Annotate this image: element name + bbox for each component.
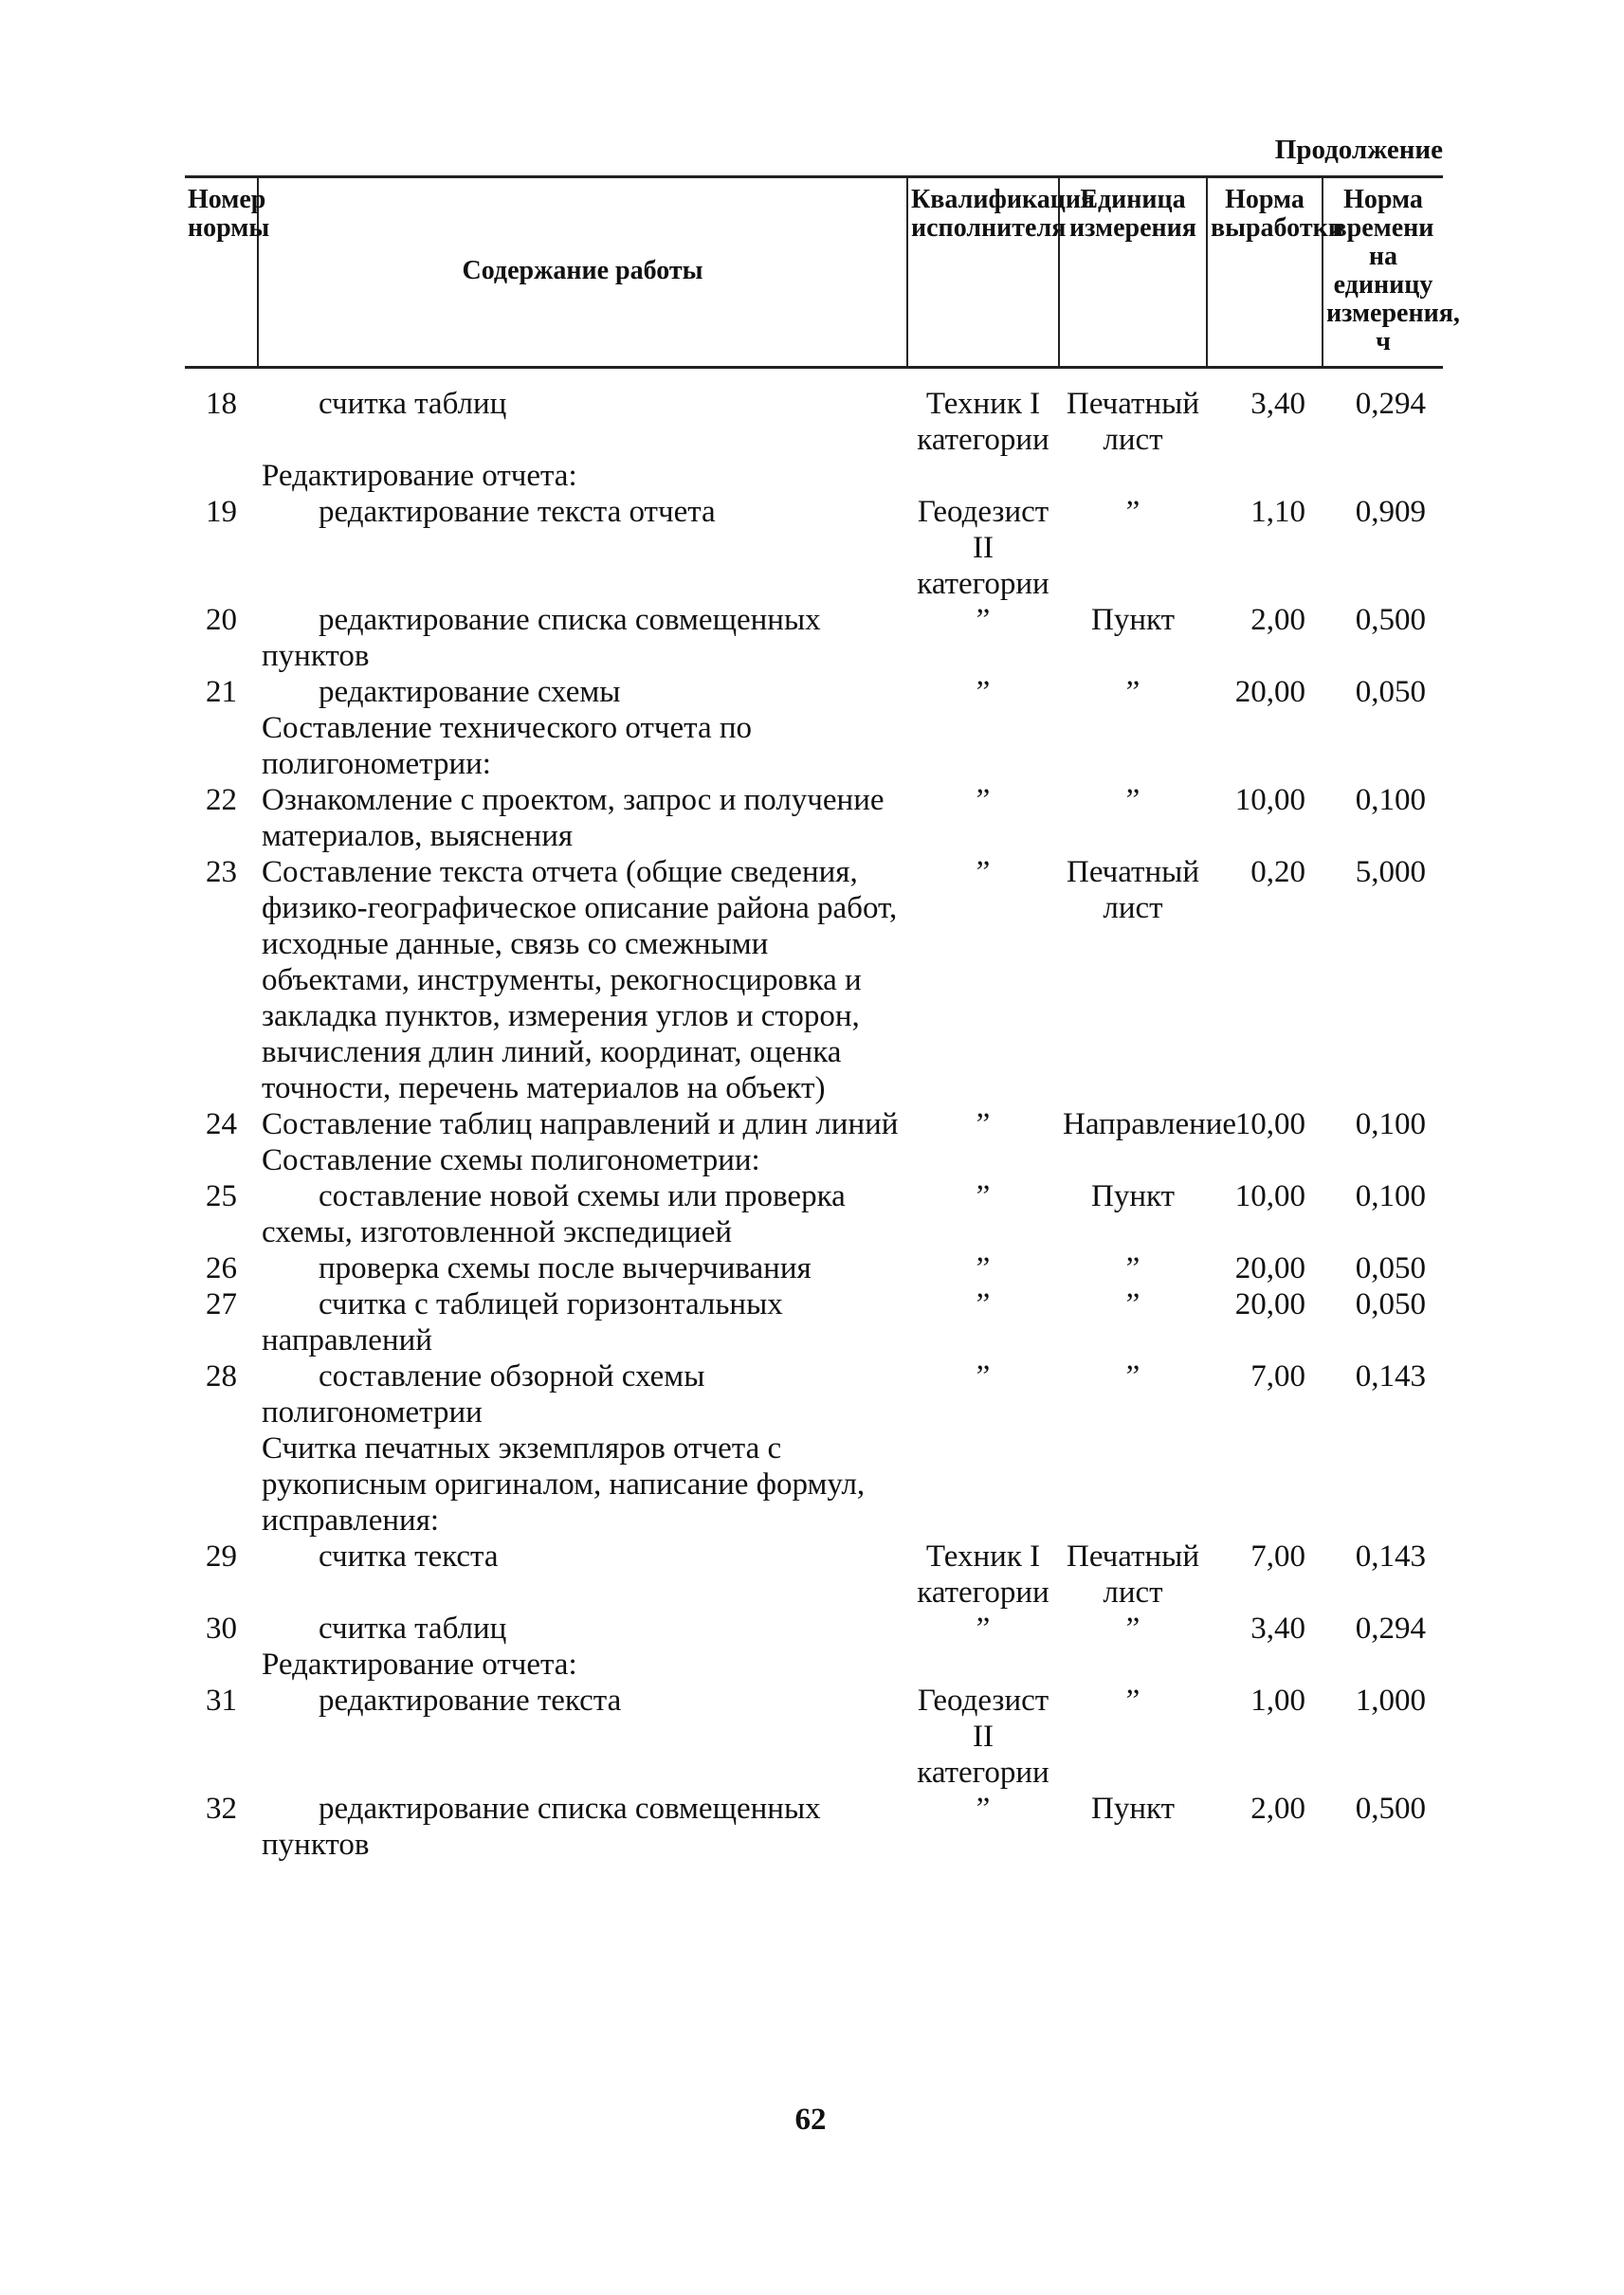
section-heading-row [185,1647,1443,1683]
norm-number: 32 [206,1792,237,1826]
norm-number: 21 [206,675,237,709]
norm-number: 28 [206,1359,237,1393]
qualification: ” [976,1287,991,1321]
qualification: ” [976,1612,991,1646]
unit: ” [1125,1359,1140,1393]
table-row [185,782,1443,854]
norm-number: 29 [206,1539,237,1574]
table-row [185,368,1443,459]
section-num-cell [185,710,258,782]
table-row [185,1611,1443,1647]
output-rate: 20,00 [1234,1251,1305,1285]
qualification: ” [976,1359,991,1393]
time-norm: 0,100 [1355,1179,1426,1213]
work-content-text: составление обзорной схемы полигонометрии [262,1359,705,1430]
output-rate: 20,00 [1234,675,1305,709]
unit: ” [1125,1684,1140,1718]
qualification: Геодезист II категории [917,495,1049,601]
section-empty-cells [907,710,1443,782]
section-heading: Считка печатных экземпляров отчета с рукописным оригиналом, написание формул, исправления: [262,1431,866,1538]
output-rate: 7,00 [1250,1359,1305,1393]
header-qualification: Квалификация исполнителя [907,177,1059,368]
time-norm: 0,500 [1355,603,1426,637]
unit: Направление [1063,1107,1237,1141]
work-content-text: редактирование текста [319,1684,622,1718]
unit: ” [1125,1612,1140,1646]
norm-number: 20 [206,603,237,637]
table-row [185,1791,1443,1863]
work-content [258,674,907,710]
norm-number: 24 [206,1107,237,1141]
work-content: Составление таблиц направлений и длин линий [262,1107,899,1141]
section-heading-row [185,458,1443,494]
work-content [258,1611,907,1647]
qualification: ” [976,1107,991,1141]
norm-number: 31 [206,1684,237,1718]
norm-number: 25 [206,1179,237,1213]
qualification: Техник I категории [917,387,1049,457]
time-norm: 0,143 [1355,1359,1426,1393]
time-norm: 0,050 [1355,1251,1426,1285]
table-row [185,854,1443,1106]
table-row [185,1358,1443,1430]
work-content-text: считка текста [319,1539,499,1574]
time-norm: 0,100 [1355,783,1426,817]
work-content-text: редактирование списка совмещенных пунктов [262,1792,821,1862]
section-empty-cells [907,1647,1443,1683]
qualification: ” [976,1251,991,1285]
time-norm: 1,000 [1355,1684,1426,1718]
header-unit: Единица измерения [1059,177,1207,368]
unit: ” [1125,675,1140,709]
work-content-text: редактирование списка совмещенных пунктов [262,603,821,673]
output-rate: 3,40 [1250,1612,1305,1646]
output-rate: 2,00 [1250,603,1305,637]
work-content [258,368,907,459]
output-rate: 10,00 [1234,1179,1305,1213]
table-row [185,1286,1443,1358]
work-content-text: считка таблиц [319,1612,507,1646]
header-content: Содержание работы [258,177,907,368]
norm-number: 30 [206,1612,237,1646]
norm-number: 27 [206,1287,237,1321]
time-norm: 5,000 [1355,855,1426,889]
unit: ” [1125,1251,1140,1285]
section-num-cell [185,458,258,494]
section-heading-row [185,1430,1443,1539]
work-content [258,1250,907,1286]
work-content-text: проверка схемы после вычерчивания [319,1251,812,1285]
unit: ” [1125,783,1140,817]
qualification: Геодезист II категории [917,1684,1049,1790]
header-num: Номер нормы [185,177,258,368]
output-rate: 10,00 [1234,783,1305,817]
header-rate: Норма выработки [1207,177,1323,368]
time-norm: 0,294 [1355,1612,1426,1646]
work-content-text: редактирование схемы [319,675,621,709]
unit: Печатный лист [1067,855,1199,925]
qualification: ” [976,855,991,889]
output-rate: 1,10 [1250,495,1305,529]
unit: Пункт [1090,1179,1175,1213]
section-heading-row [185,710,1443,782]
time-norm: 0,143 [1355,1539,1426,1574]
work-content-text: считка с таблицей горизонтальных направлений [262,1287,783,1357]
norm-number: 26 [206,1251,237,1285]
header-time: Норма времени на единицу измерения, ч [1323,177,1443,368]
section-heading: Редактирование отчета: [262,459,577,493]
work-content-text: составление новой схемы или проверка схемы, изготовленной экспедицией [262,1179,846,1249]
unit: ” [1125,1287,1140,1321]
unit: Пункт [1090,1792,1175,1826]
section-empty-cells [907,458,1443,494]
table-row [185,674,1443,710]
section-empty-cells [907,1142,1443,1178]
time-norm: 0,050 [1355,1287,1426,1321]
work-content [258,1683,907,1791]
work-content: Составление текста отчета (общие сведения, физико-географическое описание района работ, исходные данные, связь со смежными объектами, инструменты, рекогносцировка и закладка пунктов, измерения углов и сторон, вычисления длин линий, координат, оценка точности, перечень материалов на объект) [262,855,898,1105]
table-body [185,368,1443,1864]
qualification: ” [976,675,991,709]
time-norm: 0,294 [1355,387,1426,421]
qualification: Техник I категории [917,1539,1049,1610]
work-content [258,1539,907,1611]
section-heading: Составление схемы полигонометрии: [262,1143,760,1177]
work-content [258,602,907,674]
output-rate: 7,00 [1250,1539,1305,1574]
table-row [185,1178,1443,1250]
page-number: 62 [794,2103,827,2137]
time-norm: 0,100 [1355,1107,1426,1141]
work-content [258,1178,907,1250]
time-norm: 0,050 [1355,675,1426,709]
qualification: ” [976,1792,991,1826]
work-content-text: редактирование текста отчета [319,495,716,529]
qualification: ” [976,1179,991,1213]
work-content-text: считка таблиц [319,387,507,421]
unit: Печатный лист [1067,387,1199,457]
unit: Печатный лист [1067,1539,1199,1610]
output-rate: 10,00 [1234,1107,1305,1141]
section-num-cell [185,1430,258,1539]
table-row [185,494,1443,602]
time-norm: 0,500 [1355,1792,1426,1826]
output-rate: 1,00 [1250,1684,1305,1718]
work-content: Ознакомление с проектом, запрос и получение материалов, выяснения [262,783,885,853]
work-content [258,1358,907,1430]
table-row [185,1250,1443,1286]
table-row [185,602,1443,674]
output-rate: 3,40 [1250,387,1305,421]
output-rate: 20,00 [1234,1287,1305,1321]
norms-table [185,175,1460,1863]
section-heading-row [185,1142,1443,1178]
qualification: ” [976,603,991,637]
table-header-row [185,177,1443,368]
section-num-cell [185,1647,258,1683]
norm-number: 22 [206,783,237,817]
table-row [185,1106,1443,1142]
work-content [258,494,907,602]
output-rate: 0,20 [1250,855,1305,889]
section-empty-cells [907,1430,1443,1539]
work-content [258,1791,907,1863]
section-num-cell [185,1142,258,1178]
work-content [258,1286,907,1358]
output-rate: 2,00 [1250,1792,1305,1826]
section-heading: Составление технического отчета по полигонометрии: [262,711,753,781]
norm-number: 19 [206,495,237,529]
unit: ” [1125,495,1140,529]
time-norm: 0,909 [1355,495,1426,529]
section-heading: Редактирование отчета: [262,1648,577,1682]
unit: Пункт [1090,603,1175,637]
norm-number: 23 [206,855,237,889]
qualification: ” [976,783,991,817]
table-row [185,1683,1443,1791]
continuation-label: Продолжение [1274,135,1443,165]
table-row [185,1539,1443,1611]
norm-number: 18 [206,387,237,421]
